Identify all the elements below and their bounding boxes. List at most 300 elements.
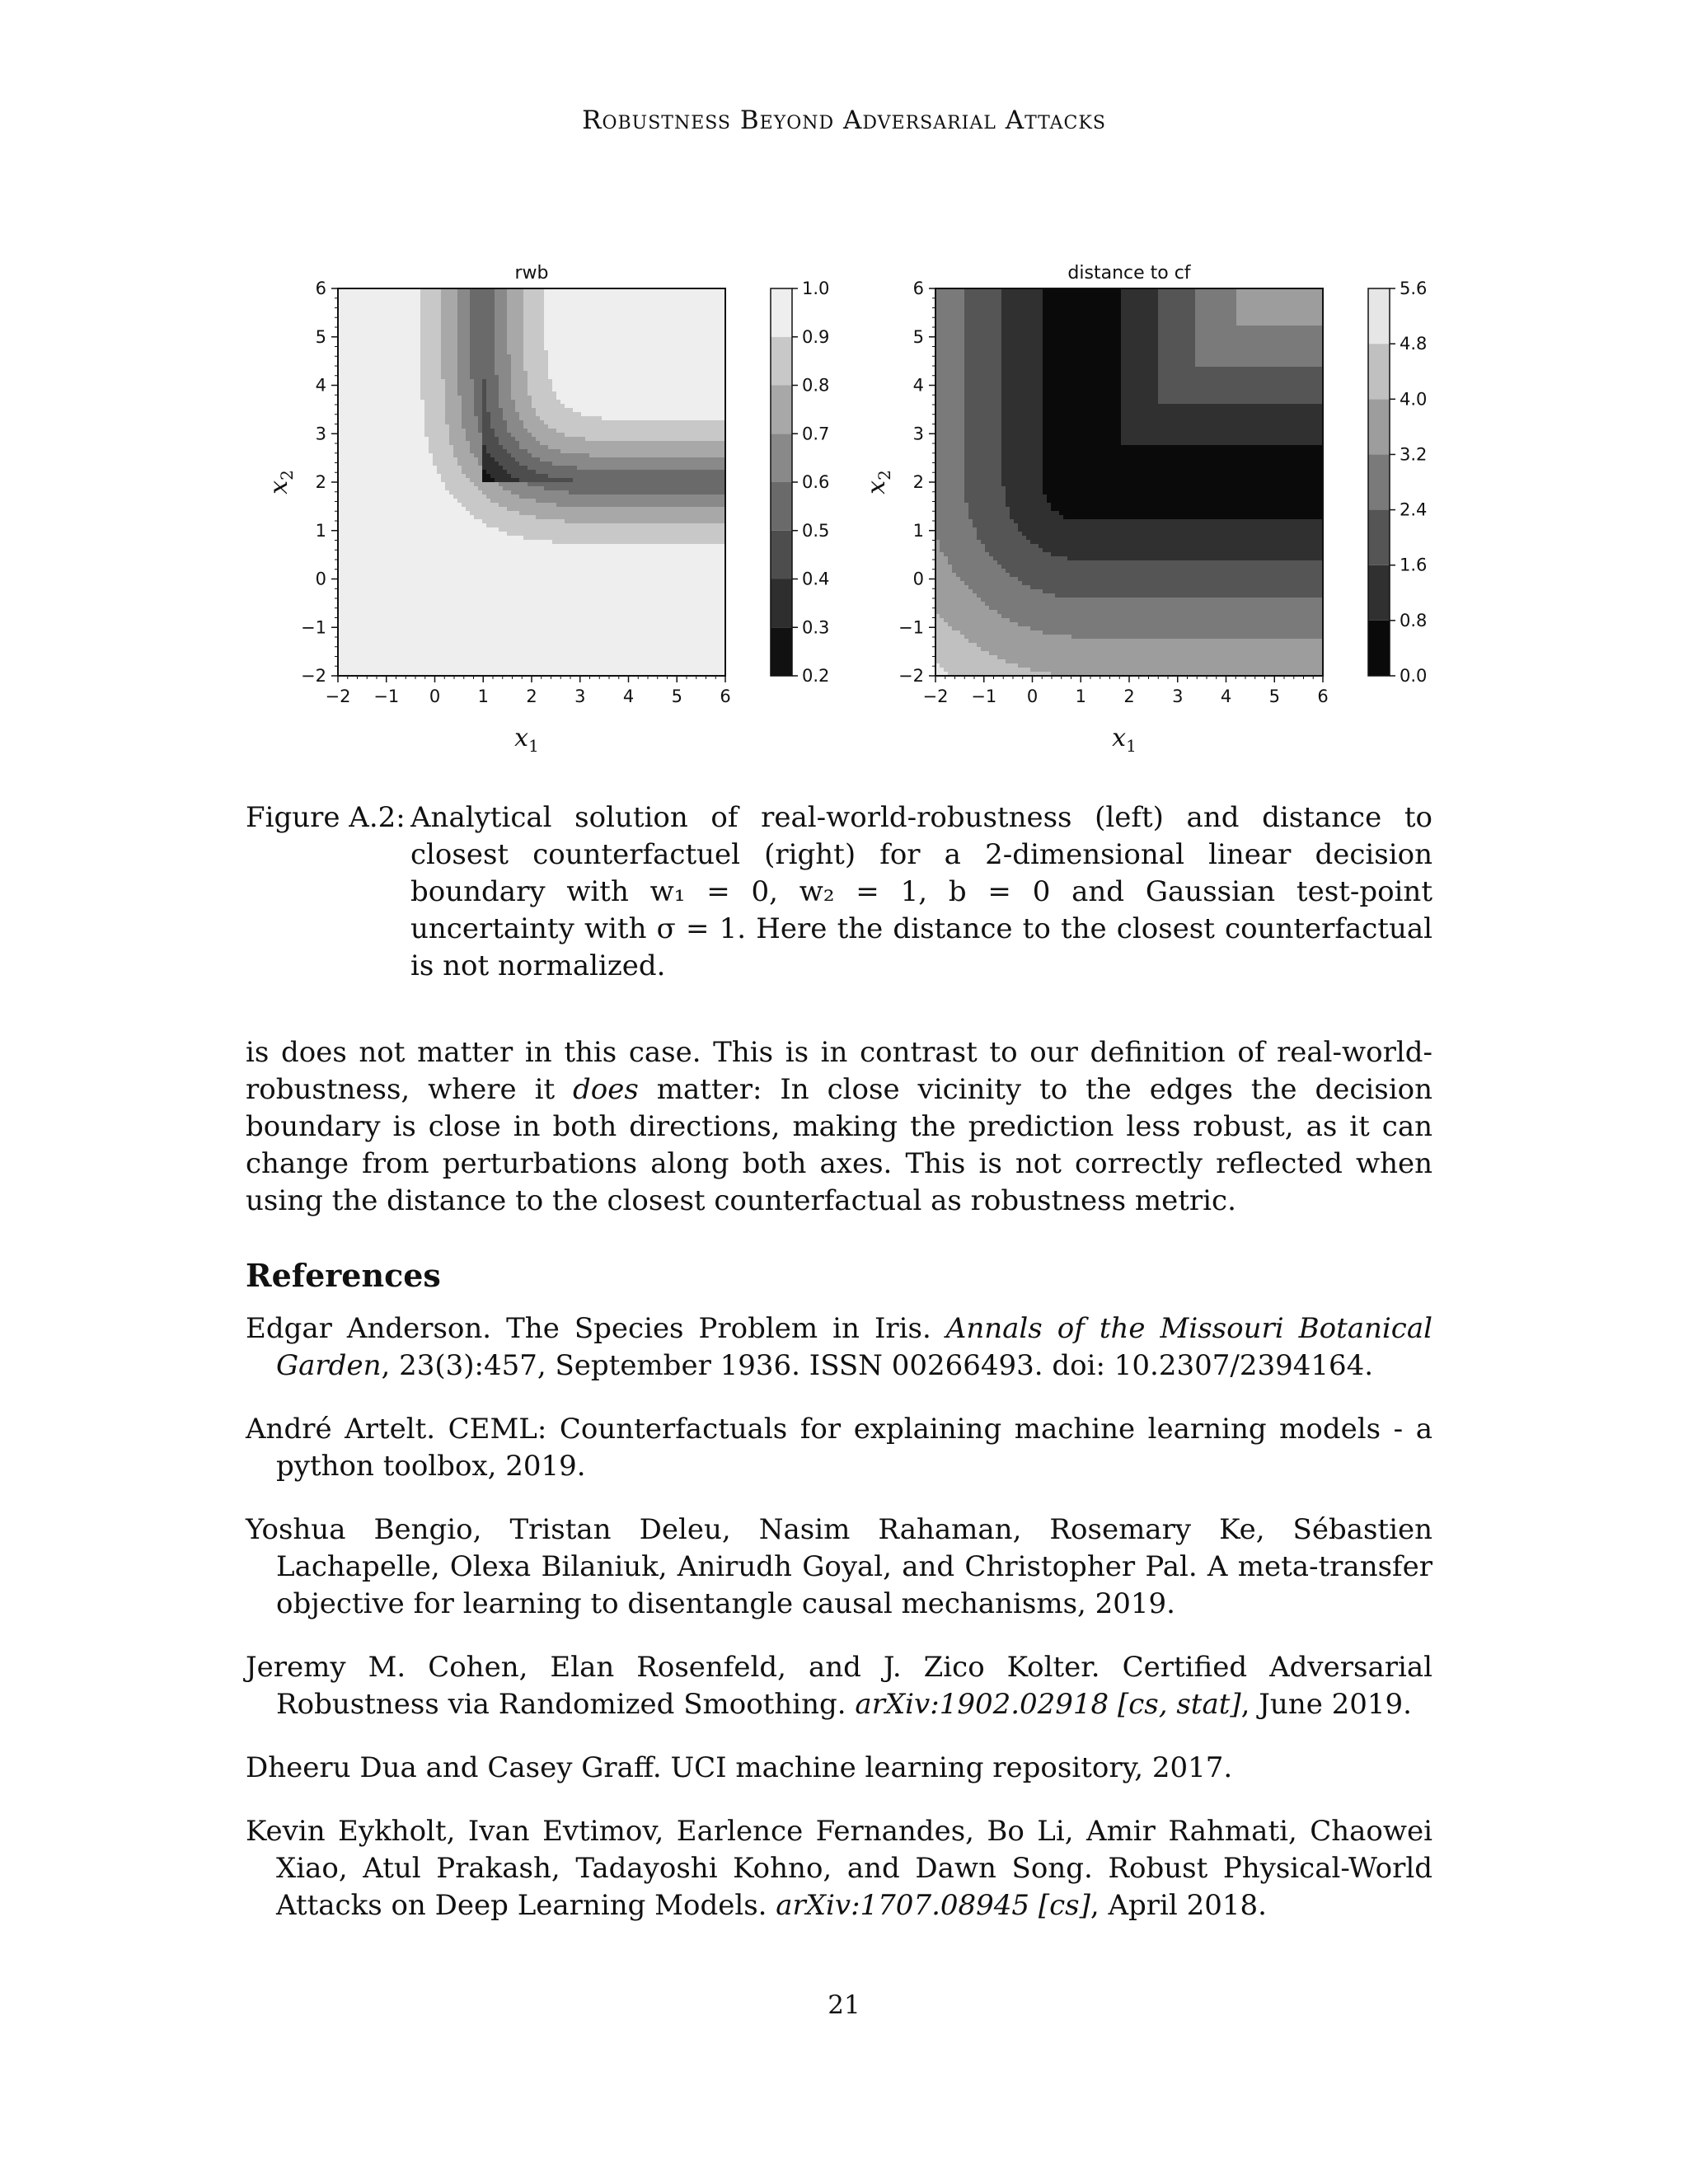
contour-cell (371, 367, 376, 372)
contour-cell (503, 519, 508, 524)
contour-cell (429, 589, 434, 594)
contour-cell (375, 573, 380, 578)
contour-cell (511, 367, 516, 372)
contour-cell (433, 363, 438, 368)
contour-cell (470, 610, 475, 615)
contour-cell (429, 412, 434, 417)
contour-cell (507, 647, 512, 652)
contour-cell (503, 400, 508, 405)
contour-cell (478, 556, 483, 561)
contour-cell (503, 647, 508, 652)
contour-cell (470, 441, 475, 446)
contour-cell (424, 408, 429, 413)
contour-cell (342, 433, 347, 438)
contour-cell (466, 647, 471, 652)
contour-cell (424, 301, 429, 306)
contour-cell (474, 659, 479, 664)
contour-cell (350, 614, 355, 619)
contour-cell (528, 618, 532, 623)
contour-cell (433, 326, 438, 330)
contour-cell (363, 400, 368, 405)
contour-cell (453, 536, 458, 541)
contour-cell (387, 470, 392, 475)
contour-cell (441, 478, 446, 483)
contour-cell (363, 391, 368, 396)
contour-cell (392, 618, 396, 623)
contour-cell (379, 581, 384, 586)
contour-cell (416, 297, 421, 302)
contour-cell (354, 486, 359, 491)
contour-cell (544, 519, 549, 524)
contour-cell (536, 622, 541, 627)
contour-cell (383, 618, 388, 623)
contour-cell (412, 602, 417, 607)
contour-cell (433, 573, 438, 578)
contour-cell (499, 494, 504, 499)
contour-cell (556, 338, 561, 343)
contour-cell (408, 474, 413, 479)
contour-cell (519, 391, 524, 396)
contour-cell (433, 391, 438, 396)
contour-cell (416, 416, 421, 421)
contour-cell (536, 433, 541, 438)
contour-cell (511, 647, 516, 652)
contour-cell (466, 396, 471, 401)
contour-cell (350, 391, 355, 396)
contour-cell (515, 334, 520, 339)
contour-cell (474, 593, 479, 598)
contour-cell (532, 313, 537, 318)
contour-cell (528, 499, 532, 504)
contour-cell (507, 420, 512, 425)
contour-cell (420, 326, 425, 330)
contour-cell (482, 478, 487, 483)
contour-cell (367, 515, 372, 520)
contour-cell (359, 330, 363, 335)
contour-cell (392, 408, 396, 413)
contour-cell (346, 581, 351, 586)
contour-cell (507, 437, 512, 442)
contour-cell (470, 466, 475, 471)
contour-cell (519, 342, 524, 347)
contour-cell (424, 519, 429, 524)
contour-cell (383, 499, 388, 504)
contour-cell (470, 565, 475, 569)
contour-cell (548, 655, 553, 660)
contour-cell (536, 606, 541, 611)
contour-cell (528, 396, 532, 401)
contour-cell (445, 313, 450, 318)
contour-cell (519, 338, 524, 343)
contour-cell (441, 626, 446, 631)
contour-cell (462, 626, 467, 631)
contour-cell (346, 359, 351, 363)
contour-cell (486, 457, 491, 462)
contour-cell (371, 556, 376, 561)
contour-cell (457, 511, 462, 516)
contour-cell (486, 556, 491, 561)
contour-cell (499, 462, 504, 466)
contour-cell (470, 507, 475, 512)
contour-cell (387, 478, 392, 483)
contour-cell (457, 457, 462, 462)
contour-cell (404, 334, 409, 339)
contour-cell (515, 321, 520, 326)
contour-cell (544, 659, 549, 664)
contour-cell (453, 400, 458, 405)
contour-cell (445, 334, 450, 339)
contour-cell (387, 622, 392, 627)
contour-cell (441, 610, 446, 615)
contour-cell (548, 503, 553, 508)
contour-cell (540, 523, 545, 528)
contour-cell (449, 350, 454, 355)
contour-cell (416, 655, 421, 660)
contour-cell (367, 346, 372, 351)
contour-cell (437, 338, 442, 343)
contour-cell (536, 647, 541, 652)
contour-cell (453, 573, 458, 578)
contour-cell (433, 359, 438, 363)
contour-cell (544, 457, 549, 462)
contour-cell (412, 523, 417, 528)
contour-cell (519, 643, 524, 648)
contour-cell (495, 396, 499, 401)
contour-cell (478, 503, 483, 508)
contour-cell (536, 449, 541, 454)
contour-cell (503, 515, 508, 520)
contour-cell (519, 639, 524, 644)
contour-cell (474, 391, 479, 396)
contour-cell (400, 354, 405, 359)
contour-cell (392, 433, 396, 438)
contour-cell (424, 643, 429, 648)
contour-cell (499, 437, 504, 442)
contour-cell (359, 532, 363, 537)
contour-cell (482, 330, 487, 335)
contour-cell (346, 511, 351, 516)
contour-cell (511, 515, 516, 520)
contour-cell (511, 326, 516, 330)
contour-cell (412, 581, 417, 586)
contour-cell (379, 416, 384, 421)
contour-cell (552, 309, 557, 314)
contour-cell (523, 630, 528, 635)
contour-cell (445, 515, 450, 520)
contour-cell (350, 342, 355, 347)
contour-cell (457, 515, 462, 520)
contour-cell (346, 519, 351, 524)
contour-cell (474, 354, 479, 359)
contour-cell (396, 354, 401, 359)
contour-cell (466, 449, 471, 454)
contour-cell (342, 507, 347, 512)
contour-cell (375, 581, 380, 586)
contour-cell (466, 462, 471, 466)
contour-cell (499, 668, 504, 673)
contour-cell (342, 449, 347, 454)
contour-cell (523, 449, 528, 454)
contour-cell (466, 602, 471, 607)
contour-cell (519, 573, 524, 578)
contour-cell (490, 540, 495, 545)
contour-cell (346, 317, 351, 322)
contour-cell (519, 309, 524, 314)
contour-cell (482, 490, 487, 495)
contour-cell (490, 610, 495, 615)
contour-cell (548, 540, 553, 545)
contour-cell (536, 445, 541, 450)
contour-cell (462, 651, 467, 656)
contour-cell (507, 470, 512, 475)
contour-cell (536, 614, 541, 619)
contour-cell (515, 515, 520, 520)
contour-cell (383, 593, 388, 598)
contour-cell (412, 462, 417, 466)
contour-cell (548, 359, 553, 363)
contour-cell (511, 507, 516, 512)
contour-cell (453, 552, 458, 557)
contour-cell (371, 338, 376, 343)
contour-cell (495, 387, 499, 392)
contour-cell (453, 379, 458, 384)
contour-cell (416, 354, 421, 359)
contour-cell (503, 338, 508, 343)
contour-cell (359, 569, 363, 574)
contour-cell (420, 453, 425, 458)
contour-cell (350, 630, 355, 635)
contour-cell (371, 490, 376, 495)
contour-cell (354, 350, 359, 355)
contour-cell (350, 400, 355, 405)
contour-cell (548, 598, 553, 602)
contour-cell (429, 598, 434, 602)
contour-cell (532, 293, 537, 298)
contour-cell (507, 577, 512, 582)
contour-cell (536, 585, 541, 590)
contour-cell (556, 334, 561, 339)
contour-cell (342, 523, 347, 528)
contour-cell (408, 565, 413, 569)
contour-cell (445, 321, 450, 326)
contour-cell (540, 659, 545, 664)
contour-cell (470, 470, 475, 475)
contour-cell (552, 342, 557, 347)
contour-cell (342, 589, 347, 594)
contour-cell (515, 420, 520, 425)
contour-cell (466, 408, 471, 413)
contour-cell (404, 466, 409, 471)
contour-cell (486, 474, 491, 479)
contour-cell (420, 420, 425, 425)
contour-cell (486, 614, 491, 619)
contour-cell (540, 630, 545, 635)
contour-cell (379, 560, 384, 565)
contour-cell (515, 429, 520, 434)
contour-cell (342, 577, 347, 582)
contour-cell (424, 606, 429, 611)
contour-cell (437, 305, 442, 310)
contour-cell (511, 305, 516, 310)
contour-cell (346, 614, 351, 619)
contour-cell (429, 569, 434, 574)
contour-cell (379, 400, 384, 405)
contour-cell (507, 359, 512, 363)
contour-cell (462, 655, 467, 660)
contour-cell (490, 474, 495, 479)
contour-cell (342, 663, 347, 668)
contour-cell (350, 383, 355, 388)
contour-cell (552, 630, 557, 635)
contour-cell (350, 470, 355, 475)
contour-cell (416, 441, 421, 446)
contour-cell (375, 532, 380, 537)
contour-cell (433, 560, 438, 565)
contour-cell (528, 655, 532, 660)
contour-cell (416, 626, 421, 631)
contour-cell (457, 663, 462, 668)
contour-cell (474, 577, 479, 582)
contour-cell (363, 457, 368, 462)
contour-cell (387, 573, 392, 578)
contour-cell (519, 536, 524, 541)
contour-cell (507, 305, 512, 310)
contour-cell (462, 659, 467, 664)
contour-cell (375, 560, 380, 565)
contour-cell (416, 408, 421, 413)
contour-cell (420, 668, 425, 673)
contour-cell (532, 354, 537, 359)
contour-cell (449, 523, 454, 528)
contour-cell (478, 552, 483, 557)
contour-cell (552, 560, 557, 565)
contour-cell (441, 391, 446, 396)
contour-cell (392, 593, 396, 598)
contour-cell (379, 321, 384, 326)
contour-cell (371, 412, 376, 417)
contour-cell (445, 589, 450, 594)
contour-cell (474, 350, 479, 355)
contour-cell (523, 598, 528, 602)
contour-cell (515, 618, 520, 623)
contour-cell (342, 630, 347, 635)
contour-cell (544, 441, 549, 446)
contour-cell (552, 375, 557, 380)
contour-cell (392, 490, 396, 495)
contour-cell (449, 437, 454, 442)
contour-cell (462, 610, 467, 615)
contour-cell (457, 466, 462, 471)
contour-cell (536, 462, 541, 466)
contour-cell (490, 626, 495, 631)
contour-cell (416, 342, 421, 347)
contour-cell (511, 643, 516, 648)
contour-cell (490, 635, 495, 640)
contour-cell (474, 503, 479, 508)
contour-cell (453, 532, 458, 537)
contour-cell (445, 317, 450, 322)
contour-cell (532, 565, 537, 569)
contour-cell (462, 383, 467, 388)
contour-cell (396, 630, 401, 635)
contour-cell (383, 523, 388, 528)
contour-cell (495, 342, 499, 347)
contour-cell (354, 367, 359, 372)
contour-cell (536, 581, 541, 586)
contour-cell (453, 655, 458, 660)
contour-cell (346, 560, 351, 565)
contour-cell (354, 387, 359, 392)
contour-cell (478, 342, 483, 347)
contour-cell (536, 416, 541, 421)
contour-cell (359, 429, 363, 434)
contour-cell (420, 622, 425, 627)
contour-cell (367, 511, 372, 516)
contour-cell (503, 429, 508, 434)
contour-cell (420, 606, 425, 611)
contour-cell (507, 626, 512, 631)
contour-cell (490, 408, 495, 413)
contour-cell (437, 379, 442, 384)
contour-cell (515, 313, 520, 318)
contour-cell (536, 630, 541, 635)
contour-cell (445, 569, 450, 574)
contour-cell (515, 453, 520, 458)
contour-cell (544, 346, 549, 351)
contour-cell (404, 371, 409, 376)
contour-cell (445, 293, 450, 298)
contour-cell (511, 589, 516, 594)
contour-cell (478, 536, 483, 541)
contour-cell (457, 589, 462, 594)
contour-cell (474, 429, 479, 434)
contour-cell (457, 577, 462, 582)
contour-cell (470, 330, 475, 335)
contour-cell (363, 569, 368, 574)
contour-cell (532, 668, 537, 673)
contour-cell (478, 618, 483, 623)
contour-cell (408, 367, 413, 372)
contour-cell (371, 573, 376, 578)
contour-cell (367, 478, 372, 483)
contour-cell (400, 338, 405, 343)
contour-cell (474, 412, 479, 417)
contour-cell (503, 585, 508, 590)
contour-cell (346, 400, 351, 405)
contour-cell (433, 462, 438, 466)
contour-cell (392, 482, 396, 487)
contour-cell (387, 445, 392, 450)
contour-cell (462, 293, 467, 298)
contour-cell (396, 313, 401, 318)
contour-cell (424, 309, 429, 314)
contour-cell (400, 503, 405, 508)
contour-cell (408, 523, 413, 528)
contour-cell (433, 433, 438, 438)
contour-cell (400, 626, 405, 631)
contour-cell (495, 404, 499, 409)
contour-cell (511, 412, 516, 417)
contour-cell (470, 367, 475, 372)
contour-cell (552, 297, 557, 302)
contour-cell (490, 379, 495, 384)
contour-cell (503, 630, 508, 635)
contour-cell (359, 593, 363, 598)
contour-cell (437, 391, 442, 396)
contour-cell (400, 462, 405, 466)
contour-cell (507, 445, 512, 450)
contour-cell (466, 367, 471, 372)
